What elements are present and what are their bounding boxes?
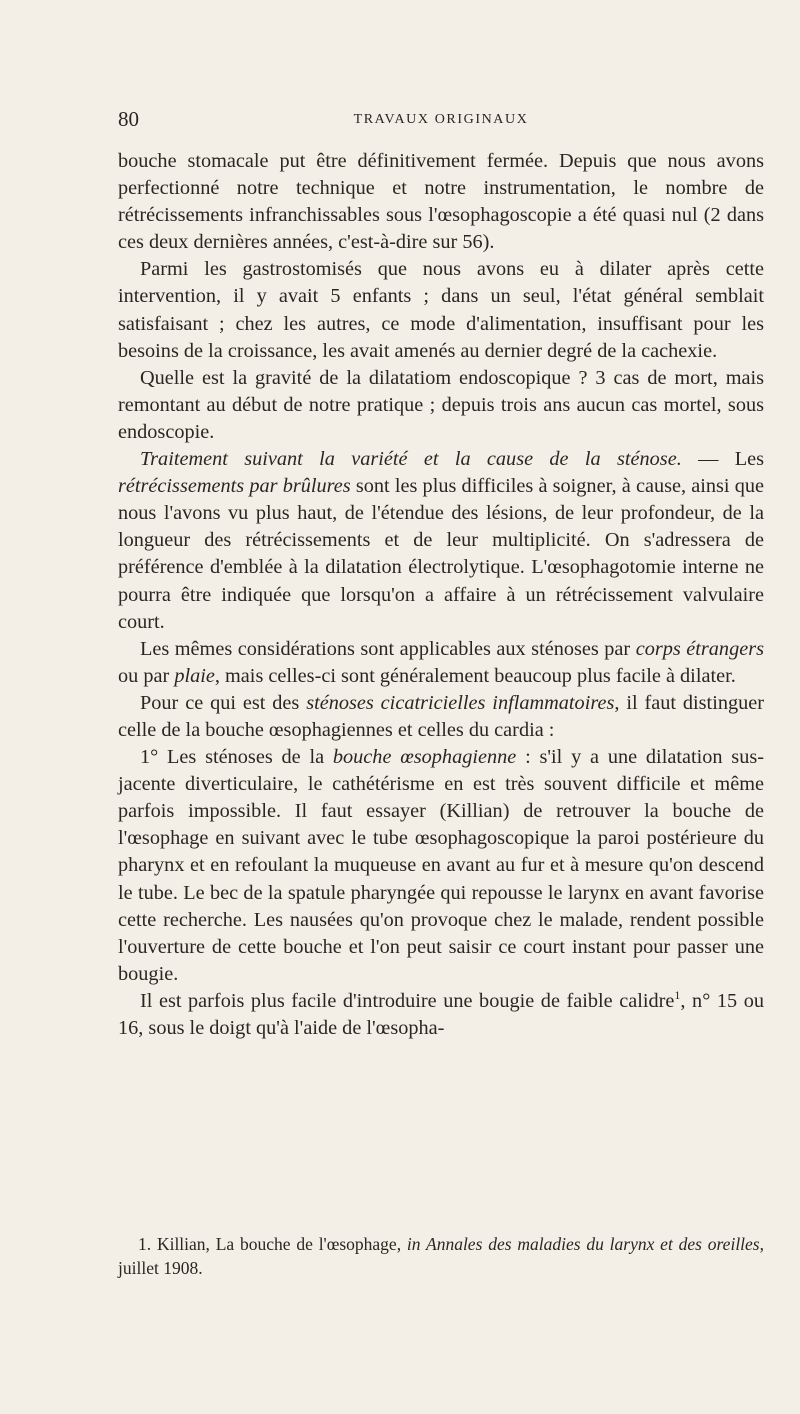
- paragraph-8-text-b: , n° 15 ou 16, sous le doigt qu'à l'aide de l'œsopha-: [118, 989, 764, 1039]
- paragraph-5: [118, 636, 764, 690]
- footnote-journal: in Annales des maladies du larynx et des oreilles: [406, 1234, 760, 1254]
- paragraph-4-text-a: — Les: [681, 448, 764, 471]
- paragraph-5-text-a: Les mêmes considérations sont applicables aux sténoses par: [140, 637, 636, 660]
- paragraph-5-text-b: ou par: [118, 664, 175, 687]
- paragraph-4-heading: Traitement suivant la variété et la cause de la sténose.: [140, 448, 682, 471]
- paragraph-8: [118, 988, 764, 1042]
- paragraph-5-text-c: , mais celles-ci sont généralement beaucoup plus facile à dilater.: [214, 664, 736, 687]
- paragraph-7-text-b: : s'il y a une dilatation sus-jacente diverticulaire, le cathétérisme en est très souvent difficile et même parfois impossible. Il faut essayer (Killian) de retrouver la bouche de l'œsophage en suivant avec le tube œsophagoscopique la paroi postérieure du pharynx et en refoulant la muqueuse en avant au fur et à mesure qu'on descend le tube. Le bec de la spatule pharyngée qui repousse le larynx en avant favorise cette recherche. Les nausées qu'on provoque chez le malade, rendent possible l'ouverture de cette bouche et l'on peut saisir ce court instant pour passer une bougie.: [118, 746, 764, 985]
- paragraph-7-text-a: 1° Les sténoses de la: [140, 746, 333, 769]
- footnote-text-a: 1. Killian, La bouche de l'œsophage,: [138, 1234, 407, 1254]
- paragraph-4-term: rétrécissements par brûlures: [118, 475, 351, 498]
- footnote-text-b: , juillet 1908.: [118, 1234, 764, 1278]
- paragraph-6: [118, 690, 764, 744]
- paragraph-4-text-b: sont les plus difficiles à soigner, à cause, ainsi que nous l'avons vu plus haut, de l'étendue des lésions, de leur profondeur, de la longueur des rétrécissements et de leur multiplicité. On s'adressera de préférence d'emblée à la dilatation électrolytique. L'œsophagotomie interne ne pourra être indiquée que lorsqu'on a affaire à un rétrécissement valvulaire court.: [118, 475, 764, 633]
- page-number: 80: [118, 107, 139, 131]
- paragraph-6-term: sténoses cicatricielles inflammatoires: [306, 691, 615, 714]
- page-header: [118, 105, 764, 133]
- paragraph-1: bouche stomacale put être définitivement fermée. Depuis que nous avons perfectionné notre technique et notre instrumentation, le nombre de rétrécissements infranchissables sous l'œsophagoscopie a été quasi nul (2 dans ces deux dernières années, c'est-à-dire sur 56).: [118, 150, 764, 254]
- paragraph-6-text-b: , il faut distinguer celle de la bouche œsophagiennes et celles du cardia :: [118, 691, 765, 741]
- paragraph-6-text-a: Pour ce qui est des: [140, 691, 307, 714]
- footnote: [118, 1232, 764, 1280]
- paragraph-8-text-a: Il est parfois plus facile d'introduire une bougie de faible calidre: [140, 989, 675, 1012]
- footnote-1: [118, 1232, 764, 1280]
- paragraph-7-term: bouche œsophagienne: [332, 746, 517, 769]
- running-title: TRAVAUX ORIGINAUX: [353, 112, 529, 127]
- paragraph-5-term-b: plaie: [174, 664, 215, 687]
- paragraph-4: [118, 446, 764, 636]
- body-text: [118, 148, 764, 1042]
- paragraph-3: Quelle est la gravité de la dilatatiom endoscopique ? 3 cas de mort, mais remontant au début de notre pratique ; depuis trois ans aucun cas mortel, sous endoscopie.: [118, 366, 764, 443]
- footnote-reference: 1: [674, 988, 681, 1003]
- paragraph-5-term-a: corps étrangers: [635, 637, 764, 660]
- paragraph-7: [118, 744, 764, 988]
- paragraph-2: Parmi les gastrostomisés que nous avons eu à dilater après cette intervention, il y avait 5 enfants ; dans un seul, l'état général semblait satisfaisant ; chez les autres, ce mode d'alimentation, insuffisant pour les besoins de la croissance, les avait amenés au dernier degré de la cachexie.: [118, 258, 764, 362]
